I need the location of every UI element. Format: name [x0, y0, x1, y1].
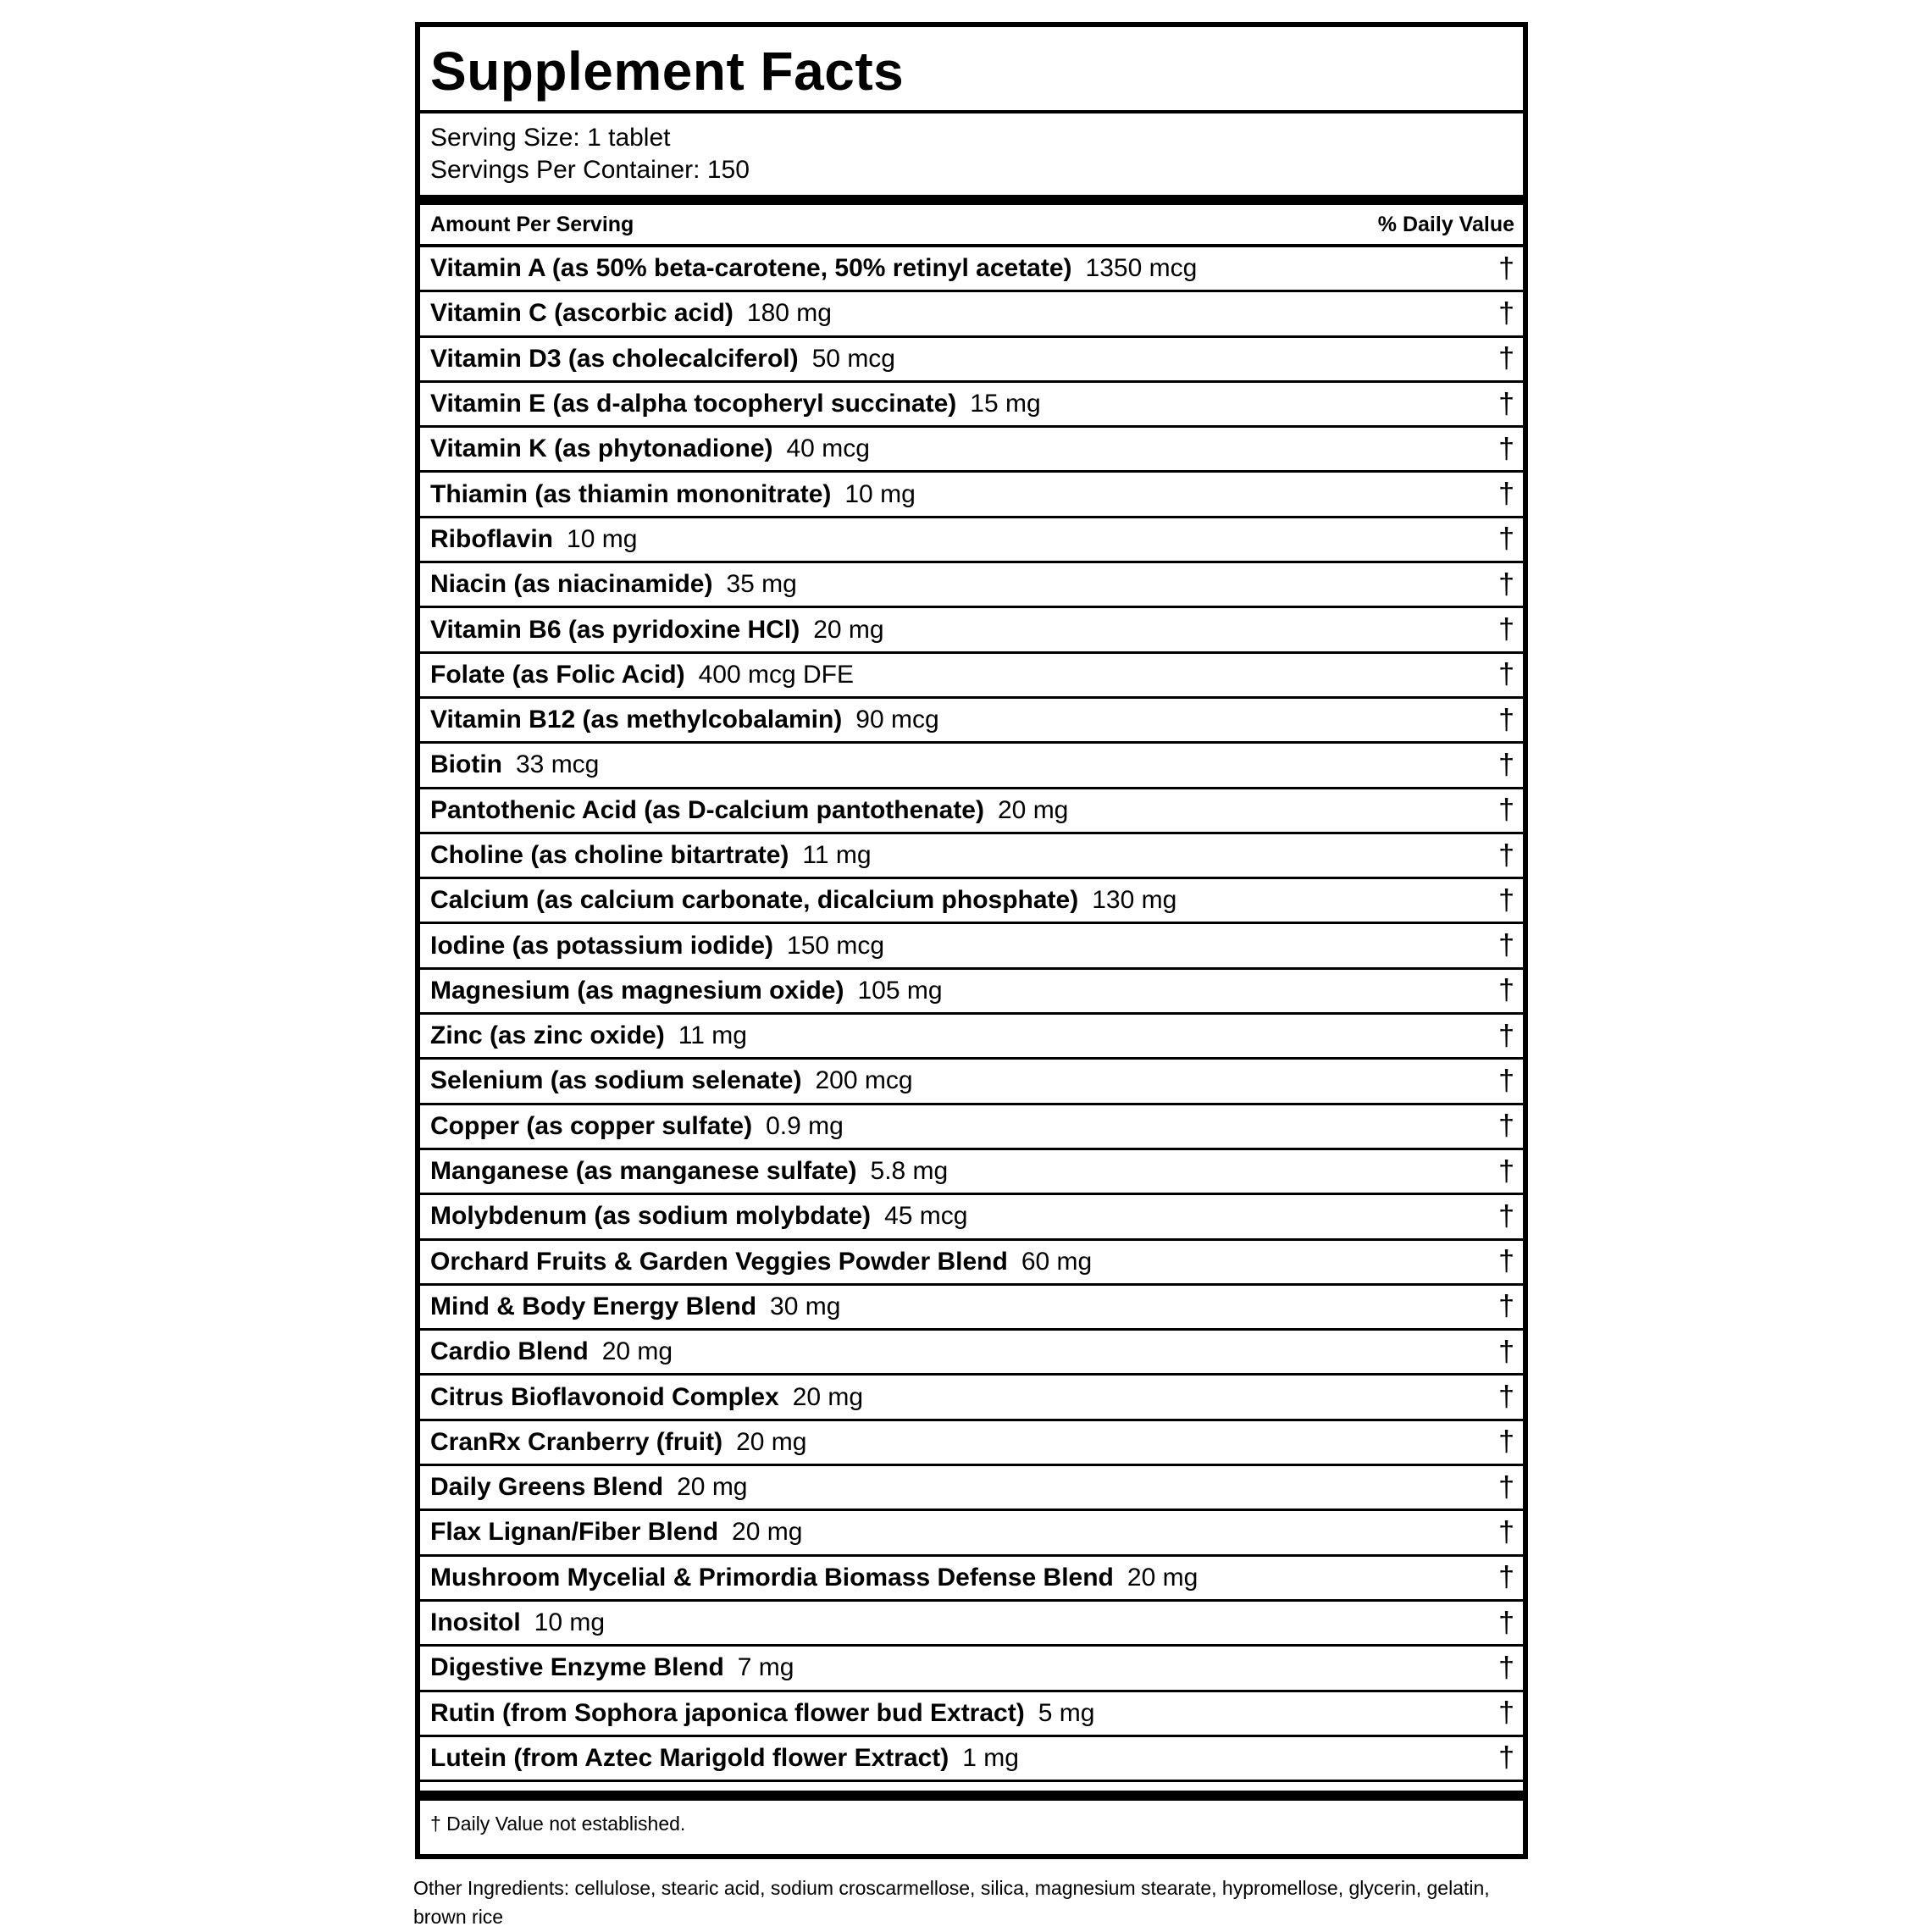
nutrient-cell: [430, 706, 939, 734]
nutrient-amount: 10 mg: [534, 1608, 606, 1637]
nutrient-cell: [430, 1202, 967, 1231]
daily-value-cell: †: [1498, 1245, 1514, 1278]
table-row: [420, 1060, 1523, 1104]
nutrient-amount: 33 mcg: [515, 750, 600, 779]
nutrient-amount: 20 mg: [1127, 1563, 1199, 1592]
nutrient-cell: [430, 1608, 605, 1637]
nutrient-cell: [430, 796, 1068, 825]
nutrient-cell: [430, 254, 1197, 283]
nutrient-cell: [430, 1518, 802, 1547]
nutrient-cell: [430, 1564, 1198, 1592]
nutrient-name: Selenium (as sodium selenate): [430, 1066, 802, 1095]
nutrient-cell: [430, 1383, 863, 1412]
footnote: † Daily Value not established.: [430, 1813, 686, 1835]
table-row: [420, 744, 1523, 789]
daily-value-cell: †: [1498, 1381, 1514, 1414]
nutrient-amount: 20 mg: [677, 1473, 748, 1502]
table-row: [420, 699, 1523, 744]
nutrient-name: Niacin (as niacinamide): [430, 570, 713, 599]
nutrient-amount: 15 mg: [970, 390, 1041, 418]
nutrient-amount: 0.9 mg: [766, 1111, 844, 1140]
nutrient-name: Riboflavin: [430, 524, 554, 553]
supplement-facts-panel: [415, 22, 1528, 1859]
nutrient-amount: 11 mg: [802, 841, 872, 869]
nutrient-name: Vitamin D3 (as cholecalciferol): [430, 344, 799, 373]
column-header-row: [420, 205, 1523, 247]
nutrient-amount: 50 mcg: [811, 344, 895, 373]
nutrient-cell: [430, 390, 1041, 418]
table-row: [420, 563, 1523, 608]
nutrient-name: Flax Lignan/Fiber Blend: [430, 1518, 719, 1547]
daily-value-cell: †: [1498, 523, 1514, 556]
table-row: [420, 654, 1523, 699]
daily-value-header: % Daily Value: [1377, 212, 1514, 236]
panel-title: Supplement Facts: [420, 27, 1523, 113]
daily-value-cell: †: [1498, 1110, 1514, 1143]
table-row: [420, 924, 1523, 969]
serving-info: [420, 113, 1523, 195]
nutrient-name: Citrus Bioflavonoid Complex: [430, 1382, 779, 1411]
servings-per-container: Servings Per Container: 150: [430, 156, 750, 184]
table-row: [420, 1647, 1523, 1691]
nutrient-amount: 20 mg: [792, 1382, 864, 1411]
nutrient-name: CranRx Cranberry (fruit): [430, 1427, 723, 1456]
nutrient-name: Vitamin B12 (as methylcobalamin): [430, 706, 843, 734]
nutrient-cell: [430, 525, 637, 554]
nutrient-amount: 1 mg: [962, 1743, 1019, 1772]
table-row: [420, 879, 1523, 924]
daily-value-cell: †: [1498, 342, 1514, 375]
nutrient-name: Mushroom Mycelial & Primordia Biomass Defense Blend: [430, 1563, 1114, 1592]
table-row: [420, 1511, 1523, 1556]
table-row: [420, 292, 1523, 337]
nutrient-name: Thiamin (as thiamin mononitrate): [430, 479, 832, 508]
table-row: [420, 1737, 1523, 1782]
table-row: [420, 1557, 1523, 1602]
daily-value-cell: †: [1498, 1515, 1514, 1548]
nutrient-amount: 10 mg: [844, 479, 916, 508]
nutrient-amount: 20 mg: [997, 795, 1069, 824]
nutrient-cell: [430, 299, 832, 328]
nutrient-cell: [430, 886, 1176, 915]
table-row: [420, 834, 1523, 879]
nutrient-name: Vitamin K (as phytonadione): [430, 435, 773, 463]
nutrient-rows: [420, 247, 1523, 1782]
nutrient-cell: [430, 345, 895, 374]
nutrient-name: Lutein (from Aztec Marigold flower Extract): [430, 1743, 949, 1772]
nutrient-cell: [430, 570, 797, 599]
daily-value-cell: †: [1498, 1697, 1514, 1730]
nutrient-cell: [430, 1293, 840, 1321]
daily-value-cell: †: [1498, 1154, 1514, 1187]
nutrient-amount: 20 mg: [736, 1427, 807, 1456]
nutrient-name: Manganese (as manganese sulfate): [430, 1157, 857, 1186]
daily-value-cell: †: [1498, 794, 1514, 827]
nutrient-amount: 200 mcg: [815, 1066, 913, 1095]
nutrient-cell: [430, 841, 872, 870]
table-row: [420, 1376, 1523, 1420]
nutrient-amount: 11 mg: [678, 1021, 747, 1050]
table-row: [420, 1286, 1523, 1331]
table-row: [420, 1692, 1523, 1737]
nutrient-name: Vitamin C (ascorbic acid): [430, 299, 733, 328]
daily-value-cell: †: [1498, 567, 1514, 601]
nutrient-name: Orchard Fruits & Garden Veggies Powder Blend: [430, 1247, 1008, 1276]
nutrient-amount: 180 mg: [746, 299, 832, 328]
daily-value-cell: †: [1498, 883, 1514, 916]
daily-value-cell: †: [1498, 1290, 1514, 1323]
table-row: [420, 1421, 1523, 1466]
table-row: [420, 608, 1523, 653]
nutrient-name: Copper (as copper sulfate): [430, 1111, 753, 1140]
daily-value-cell: †: [1498, 974, 1514, 1007]
nutrient-amount: 60 mg: [1021, 1247, 1093, 1276]
nutrient-cell: [430, 1021, 747, 1050]
daily-value-cell: †: [1498, 478, 1514, 511]
rows-end-gap: [420, 1782, 1523, 1791]
nutrient-amount: 30 mg: [770, 1292, 841, 1320]
nutrient-name: Pantothenic Acid (as D-calcium pantothenate): [430, 795, 984, 824]
nutrient-amount: 5.8 mg: [870, 1157, 949, 1186]
nutrient-cell: [430, 932, 884, 960]
table-row: [420, 247, 1523, 292]
nutrient-cell: [430, 1337, 673, 1366]
nutrient-cell: [430, 616, 884, 645]
other-ingredients: Other Ingredients: cellulose, stearic acid, sodium croscarmellose, silica, magnesium stearate, hypromellose, glycerin, gelatin, brown rice: [413, 1877, 1490, 1928]
nutrient-name: Choline (as choline bitartrate): [430, 841, 789, 869]
nutrient-name: Calcium (as calcium carbonate, dicalcium phosphate): [430, 886, 1079, 915]
daily-value-cell: †: [1498, 1470, 1514, 1503]
table-row: [420, 518, 1523, 563]
nutrient-name: Zinc (as zinc oxide): [430, 1021, 665, 1050]
nutrient-cell: [430, 977, 943, 1005]
table-row: [420, 1105, 1523, 1150]
table-row: [420, 1466, 1523, 1511]
daily-value-cell: †: [1498, 252, 1514, 285]
daily-value-cell: †: [1498, 703, 1514, 736]
daily-value-cell: †: [1498, 1651, 1514, 1684]
nutrient-amount: 130 mg: [1092, 886, 1177, 915]
nutrient-amount: 40 mcg: [786, 435, 870, 463]
nutrient-name: Rutin (from Sophora japonica flower bud Extract): [430, 1698, 1025, 1727]
nutrient-name: Digestive Enzyme Blend: [430, 1653, 724, 1682]
nutrient-amount: 400 mcg DFE: [698, 660, 855, 689]
nutrient-amount: 20 mg: [732, 1518, 803, 1547]
nutrient-name: Cardio Blend: [430, 1337, 589, 1366]
table-row: [420, 1195, 1523, 1240]
nutrient-name: Vitamin A (as 50% beta-carotene, 50% retinyl acetate): [430, 254, 1072, 283]
daily-value-cell: †: [1498, 1425, 1514, 1459]
nutrient-amount: 105 mg: [857, 976, 943, 1005]
table-row: [420, 970, 1523, 1015]
nutrient-cell: [430, 1066, 913, 1095]
nutrient-amount: 7 mg: [737, 1653, 794, 1682]
thick-divider-bottom: [420, 1791, 1523, 1801]
nutrient-name: Folate (as Folic Acid): [430, 660, 685, 689]
table-row: [420, 1331, 1523, 1376]
table-row: [420, 473, 1523, 518]
nutrient-cell: [430, 750, 599, 779]
table-row: [420, 789, 1523, 834]
table-row: [420, 1150, 1523, 1195]
nutrient-name: Iodine (as potassium iodide): [430, 931, 774, 960]
daily-value-cell: †: [1498, 387, 1514, 420]
daily-value-cell: †: [1498, 296, 1514, 329]
daily-value-cell: †: [1498, 1064, 1514, 1097]
nutrient-amount: 45 mcg: [884, 1202, 968, 1231]
nutrient-cell: [430, 1744, 1019, 1773]
nutrient-amount: 35 mg: [726, 570, 797, 599]
daily-value-cell: †: [1498, 1199, 1514, 1232]
nutrient-name: Magnesium (as magnesium oxide): [430, 976, 844, 1005]
table-row: [420, 1015, 1523, 1060]
nutrient-cell: [430, 1157, 948, 1186]
nutrient-amount: 20 mg: [601, 1337, 673, 1366]
daily-value-cell: †: [1498, 1019, 1514, 1052]
daily-value-cell: †: [1498, 1606, 1514, 1639]
nutrient-cell: [430, 1699, 1094, 1728]
daily-value-cell: †: [1498, 658, 1514, 691]
nutrient-amount: 90 mcg: [855, 706, 939, 734]
nutrient-amount: 5 mg: [1038, 1698, 1095, 1727]
nutrient-name: Vitamin E (as d-alpha tocopheryl succinate): [430, 390, 957, 418]
table-row: [420, 1241, 1523, 1286]
table-row: [420, 383, 1523, 428]
nutrient-cell: [430, 661, 854, 689]
nutrient-cell: [430, 1653, 794, 1682]
nutrient-amount: 150 mcg: [787, 931, 885, 960]
nutrient-cell: [430, 1428, 806, 1457]
nutrient-cell: [430, 1473, 748, 1502]
daily-value-cell: †: [1498, 613, 1514, 646]
nutrient-amount: 1350 mcg: [1085, 254, 1198, 283]
serving-size: Serving Size: 1 tablet: [430, 124, 671, 152]
nutrient-cell: [430, 480, 916, 509]
nutrient-name: Molybdenum (as sodium molybdate): [430, 1202, 872, 1231]
nutrient-cell: [430, 1248, 1092, 1276]
nutrient-cell: [430, 1112, 844, 1141]
daily-value-cell: †: [1498, 432, 1514, 465]
table-row: [420, 428, 1523, 473]
amount-per-serving-header: Amount Per Serving: [430, 212, 634, 236]
table-row: [420, 338, 1523, 383]
nutrient-name: Daily Greens Blend: [430, 1473, 664, 1502]
nutrient-name: Mind & Body Energy Blend: [430, 1292, 757, 1320]
daily-value-cell: †: [1498, 748, 1514, 781]
daily-value-cell: †: [1498, 1741, 1514, 1774]
daily-value-cell: †: [1498, 929, 1514, 962]
nutrient-amount: 20 mg: [813, 615, 884, 644]
nutrient-amount: 10 mg: [567, 524, 638, 553]
nutrient-name: Inositol: [430, 1608, 521, 1637]
thick-divider: [420, 195, 1523, 205]
nutrient-name: Vitamin B6 (as pyridoxine HCl): [430, 615, 800, 644]
daily-value-cell: †: [1498, 839, 1514, 872]
nutrient-cell: [430, 435, 870, 463]
daily-value-cell: †: [1498, 1335, 1514, 1368]
table-row: [420, 1602, 1523, 1647]
daily-value-cell: †: [1498, 1561, 1514, 1594]
nutrient-name: Biotin: [430, 750, 502, 779]
